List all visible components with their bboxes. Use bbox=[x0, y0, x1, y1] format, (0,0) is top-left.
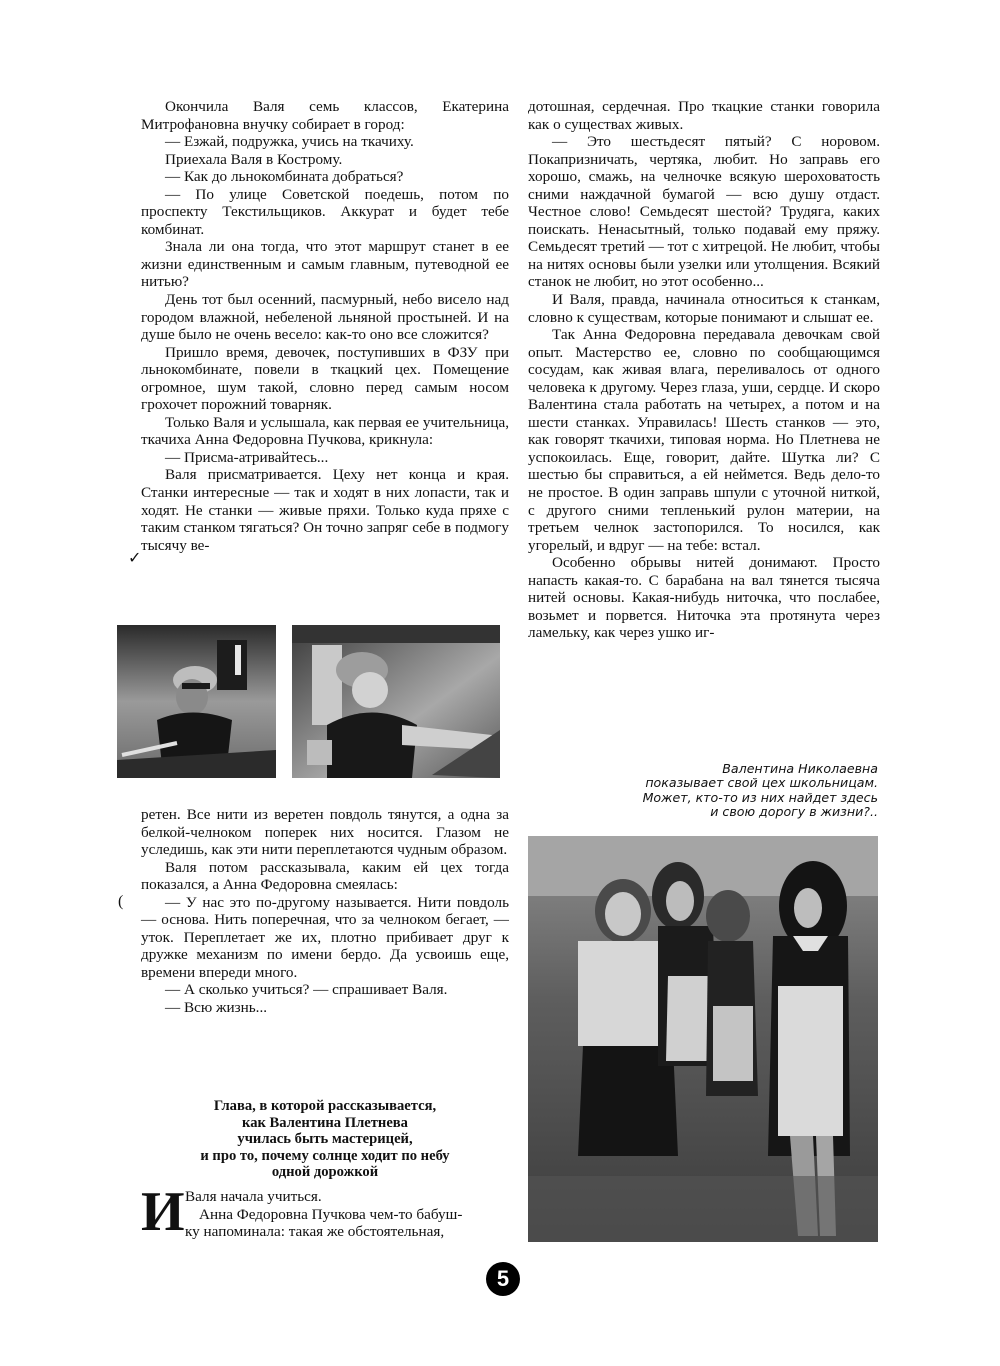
photo-caption bbox=[620, 762, 878, 820]
paragraph: Пришло время, девочек, поступивших в ФЗУ при льнокомбинате, повели в ткацкий цех. Помещение огромное, шум такой, словно перед самым носом грохочет порожний товарняк. bbox=[141, 343, 509, 414]
paragraph: — Это шестьдесят пятый? С норовом. Покапризничать, чертяка, любит. Но заправь его хорошо, смажь, на челночке всякую шероховатость сними наждачной бумагой — всю душу отдаст. Честное слово! Семьдесят шестой? Трудяга, каких поискать. Ненасытный, только подавай ему пряжу. Семьдесят третий — тот с хитрецой. Не любит, чтобы на нитях основы были узелки или утолщения. Всякий станок не любит, но этот особенно... bbox=[528, 133, 880, 291]
caption-line: показывает свой цех школьницам. bbox=[645, 775, 878, 791]
caption-line: и свою дорогу в жизни?.. bbox=[710, 804, 878, 820]
paragraph: Только Валя и услышала, как первая ее учительница, ткачиха Анна Федоровна Пучкова, крикнула: bbox=[141, 413, 509, 449]
heading-line: и про то, почему солнце ходит по небу bbox=[200, 1147, 450, 1164]
page-number: 5 bbox=[486, 1262, 520, 1296]
weaver-at-loom-photo-right bbox=[292, 625, 500, 778]
paragraph: — По улице Советской поедешь, потом по проспекту Текстильщиков. Аккурат и будет тебе комбинат. bbox=[141, 185, 509, 238]
heading-line: как Валентина Плетнева bbox=[242, 1114, 408, 1131]
paragraph: дотошная, сердечная. Про ткацкие станки говорила как о существах живых. bbox=[528, 98, 880, 133]
paragraph: День тот был осенний, пасмурный, небо висело над городом влажной, небеленой льняной простыней. И на душе было не очень весело: как-то оно все сложится? bbox=[141, 291, 509, 344]
opening-line: Валя начала учиться. bbox=[185, 1188, 322, 1205]
paragraph: ретен. Все нити из веретен повдоль тянутся, а одна за белкой-челноком поперек них носится. Глазом не уследишь, как эти нити переплетаются чудным образом. bbox=[141, 806, 509, 859]
margin-checkmark-icon: ✓ bbox=[128, 550, 142, 567]
paragraph: И Валя, правда, начинала относиться к станкам, словно к существам, которые понимают и слышат ее. bbox=[528, 291, 880, 326]
paragraph: — Всю жизнь... bbox=[165, 999, 268, 1017]
weaver-at-loom-photo-left bbox=[117, 625, 276, 778]
paragraph: — Присма-атривайтесь... bbox=[165, 448, 329, 466]
right-column bbox=[528, 98, 880, 642]
caption-line: Может, кто-то из них найдет здесь bbox=[642, 789, 878, 805]
heading-line: училась быть мастерицей, bbox=[237, 1131, 413, 1148]
paragraph: Особенно обрывы нитей донимают. Просто напасть какая-то. С барабана на вал тянется тысяча нитей основы. Какая-нибудь ниточка, что послабее, возьмет и порвется. Ниточка эта протянута через ламельку, как через ушко иг- bbox=[528, 554, 880, 642]
heading-line: Глава, в которой рассказывается, bbox=[213, 1098, 437, 1114]
paragraph: Приехала Валя в Кострому. bbox=[165, 150, 343, 168]
paragraph: Знала ли она тогда, что этот маршрут станет в ее жизни единственным и самым главным, путеводной ее нитью? bbox=[141, 238, 509, 291]
paragraph: Валя потом рассказывала, каким ей цех тогда показался, а Анна Федоровна смеялась: bbox=[141, 858, 509, 894]
chapter-opening bbox=[141, 1181, 509, 1243]
paragraph: — А сколько учиться? — спрашивает Валя. bbox=[165, 981, 448, 999]
opening-line: ку напоминала: такая же обстоятельная, bbox=[185, 1223, 445, 1240]
paragraph: — У нас это по-другому называется. Нити повдоль — основа. Нить поперечная, что за челноком бегает, — уток. Переплетает же их, плотно прибивает друг к дружке механизм по имени бердо. Да усвоишь еще, времени впереди много. bbox=[141, 893, 509, 981]
paragraph: Окончила Валя семь классов, Екатерина Митрофановна внучку собирает в город: bbox=[141, 98, 509, 133]
drop-cap: И bbox=[141, 1181, 185, 1243]
paragraph: — Езжай, подружка, учись на ткачиху. bbox=[165, 133, 414, 151]
margin-bracket-icon: ( bbox=[118, 893, 124, 910]
caption-line: Валентина Николаевна bbox=[722, 761, 878, 776]
left-column-top bbox=[141, 98, 509, 554]
paragraph: Валя присматривается. Цеху нет конца и края. Станки интересные — так и ходят в них лопасти, так и ходят. Не станки — живые пряхи. Только куда пряхе с таким станком тягаться? Он точно запряг себе в подмогу тысячу ве- bbox=[141, 466, 509, 554]
schoolgirls-group-photo bbox=[528, 836, 878, 1242]
chapter-heading bbox=[141, 1098, 509, 1181]
heading-line: одной дорожкой bbox=[271, 1164, 379, 1181]
left-column-bottom bbox=[141, 806, 509, 1017]
paragraph: Так Анна Федоровна передавала девочкам свой опыт. Мастерство ее, словно по сообщающимся сосудам, как живая влага, переливалось от одного человека к другому. Через глаза, уши, сердце. И скоро Валентина стала работать на четырех, а потом и на шести станках. Управилась! Шесть станков — это, как говорят ткачихи, типовая норма. Но Плетнева не успокоилась. Еще, говорит, дайте. Шутка ли? С шестью бы справиться, а ей неймется. Ведь дело-то не простое. В один заправь шпули с уточной ниткой, с другого сними тепленький рулон материи, на третьем челнок застопорился. То носился, как угорелый, и вдруг — на тебе: встал. bbox=[528, 326, 880, 554]
paragraph: — Как до льнокомбината добраться? bbox=[165, 168, 404, 186]
opening-line: Анна Федоровна Пучкова чем-то бабуш- bbox=[199, 1205, 463, 1223]
